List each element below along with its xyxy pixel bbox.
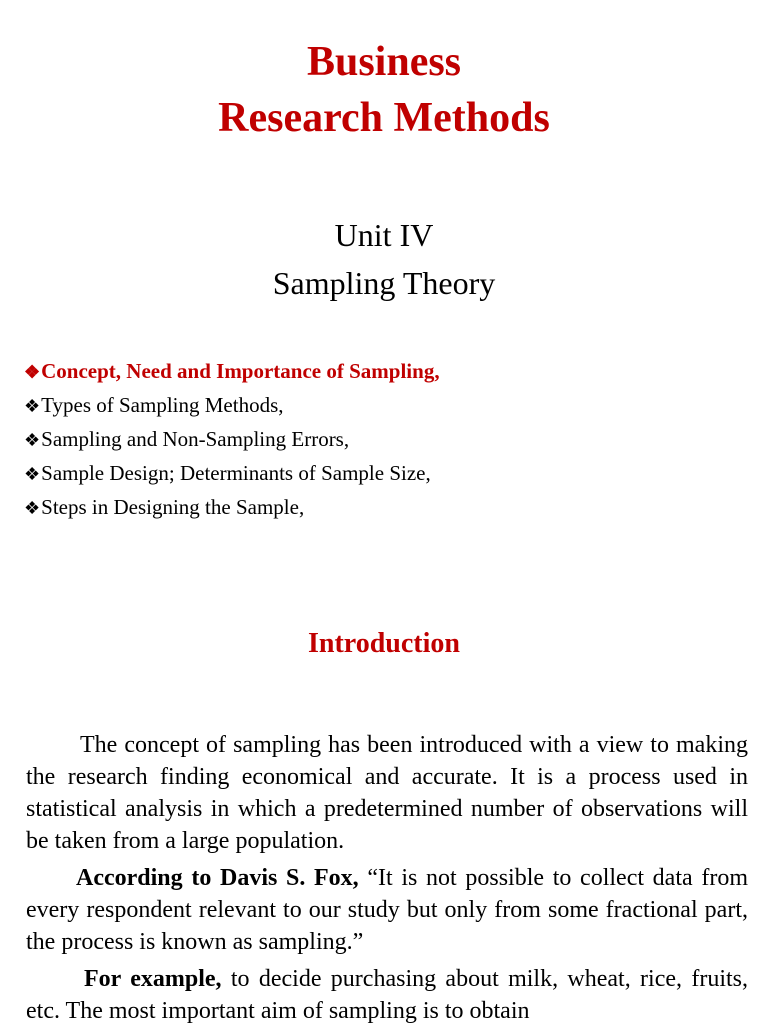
example-text: to decide purchasing about milk, wheat, rice, fruits, etc. The most important aim of sampling is to obtain — [26, 966, 748, 1024]
document-title-line-1: Business — [306, 39, 462, 85]
topic-label: Sample Design; Determinants of Sample Size, — [41, 461, 431, 485]
diamond-bullet-icon: ❖ — [24, 430, 41, 450]
paragraph-definition: The concept of sampling has been introduced with a view to making the research finding economical and accurate. It is a process used in statistical analysis in which a predetermined number of observations will be taken from a large population. — [26, 732, 748, 854]
diamond-bullet-icon: ❖ — [24, 396, 41, 416]
section-heading-introduction: Introduction — [308, 628, 460, 659]
paragraph-example — [26, 963, 748, 1027]
document-title-line-2: Research Methods — [218, 95, 550, 141]
paragraph-quote — [26, 862, 748, 958]
quote-attribution: According to Davis S. Fox, — [76, 865, 359, 891]
topic-label: Steps in Designing the Sample, — [41, 495, 305, 519]
topic-item — [24, 388, 744, 422]
diamond-bullet-icon: ❖ — [24, 498, 41, 518]
topic-item — [24, 456, 744, 490]
diamond-bullet-icon: ❖ — [24, 362, 41, 382]
topic-label: Types of Sampling Methods, — [41, 393, 284, 417]
example-lead: For example, — [84, 966, 222, 992]
unit-number: Unit IV — [334, 217, 434, 253]
topic-item — [24, 354, 744, 388]
topic-label: Concept, Need and Importance of Sampling, — [41, 359, 440, 383]
quote-text: “It is not possible to collect data from every respondent relevant to our study but only from some fractional part, the process is known as sampling.” — [26, 865, 748, 955]
topic-item — [24, 490, 744, 524]
diamond-bullet-icon: ❖ — [24, 464, 41, 484]
topic-list — [24, 354, 744, 524]
topic-item — [24, 422, 744, 456]
topic-label: Sampling and Non-Sampling Errors, — [41, 427, 350, 451]
unit-name: Sampling Theory — [272, 265, 496, 301]
